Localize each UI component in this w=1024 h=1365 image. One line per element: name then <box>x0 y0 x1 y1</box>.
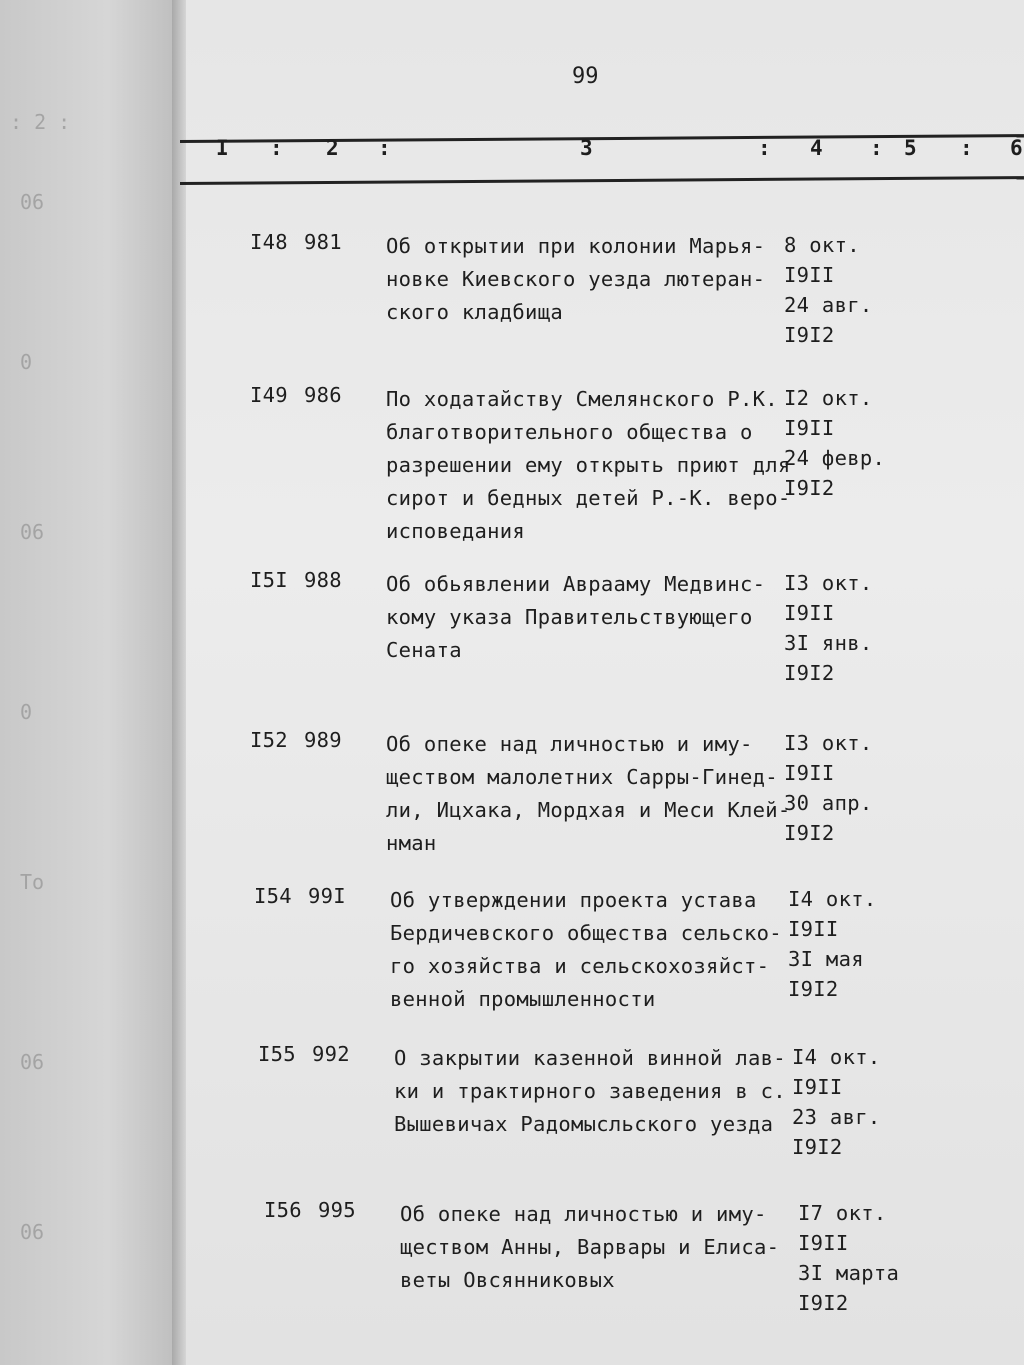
end-year: I9I2 <box>784 476 835 500</box>
title-line: разрешении ему открыть приют для <box>386 453 791 477</box>
title-line: Об утверждении проекта устава <box>390 888 757 912</box>
entry-title <box>394 1042 784 1141</box>
title-line: новке Киевского уезда лютеран- <box>386 267 766 291</box>
start-date: 8 окт. <box>784 233 860 257</box>
entry-title <box>400 1198 790 1297</box>
title-line: Об открытии при колонии Марья- <box>386 234 766 258</box>
entry-number: I48 <box>250 230 288 254</box>
end-date: 24 февр. <box>784 446 886 470</box>
entry-title <box>390 884 780 1016</box>
entry-folio: 986 <box>304 383 342 407</box>
column-header-5: 5 <box>904 136 917 160</box>
title-line: го хозяйства и сельскохозяйст- <box>390 954 770 978</box>
column-header-row <box>180 132 1024 168</box>
title-line: нман <box>386 831 437 855</box>
title-line: ки и трактирного заведения в с. <box>394 1079 786 1103</box>
entry-number: I54 <box>254 884 292 908</box>
entry-number: I55 <box>258 1042 296 1066</box>
end-year: I9I2 <box>788 977 839 1001</box>
title-line: ществом Анны, Варвары и Елиса- <box>400 1235 780 1259</box>
end-year: I9I2 <box>792 1135 843 1159</box>
column-separator: : <box>758 136 771 160</box>
title-line: Об обьявлении Аврааму Медвинс- <box>386 572 766 596</box>
start-date: I7 окт. <box>798 1201 887 1225</box>
end-date: 3I янв. <box>784 631 873 655</box>
entry-number: I56 <box>264 1198 302 1222</box>
page-number: 99 <box>572 64 599 89</box>
end-year: I9I2 <box>784 323 835 347</box>
end-date: 3I мая <box>788 947 864 971</box>
column-header-4: 4 <box>810 136 823 160</box>
column-separator: : <box>960 136 973 160</box>
entry-folio: 988 <box>304 568 342 592</box>
facing-page: : 2 : 06 0 06 0 To 06 06 <box>0 0 180 1365</box>
title-line: исповедания <box>386 519 526 543</box>
entry-number: I49 <box>250 383 288 407</box>
entry-folio: 981 <box>304 230 342 254</box>
entry-folio: 995 <box>318 1198 356 1222</box>
start-date: I2 окт. <box>784 386 873 410</box>
start-year: I9II <box>784 601 835 625</box>
title-line: благотворительного общества о <box>386 420 753 444</box>
end-year: I9I2 <box>784 661 835 685</box>
entry-dates <box>784 383 924 503</box>
start-date: I3 окт. <box>784 731 873 755</box>
column-header-1: I <box>216 136 229 160</box>
title-line: По ходатайству Смелянского Р.К. <box>386 387 778 411</box>
title-line: веты Овсянниковых <box>400 1268 615 1292</box>
end-date: 3I марта <box>798 1261 900 1285</box>
entry-folio: 989 <box>304 728 342 752</box>
column-header-6: 6 <box>1010 136 1023 160</box>
column-separator: : <box>270 136 283 160</box>
column-separator: : <box>378 136 391 160</box>
entry-title <box>386 568 776 667</box>
title-line: Бердичевского общества сельско- <box>390 921 782 945</box>
title-line: ществом малолетних Сарры-Гинед- <box>386 765 778 789</box>
title-line: сирот и бедных детей Р.-К. веро- <box>386 486 791 510</box>
entry-dates <box>798 1198 938 1318</box>
title-line: О закрытии казенной винной лав- <box>394 1046 786 1070</box>
entry-dates <box>784 728 924 848</box>
entry-title <box>386 383 791 548</box>
title-line: Об опеке над личностью и иму- <box>400 1202 767 1226</box>
column-separator: : <box>870 136 883 160</box>
start-date: I4 окт. <box>792 1045 881 1069</box>
title-line: ского кладбища <box>386 300 563 324</box>
end-year: I9I2 <box>784 821 835 845</box>
end-year: I9I2 <box>798 1291 849 1315</box>
start-year: I9II <box>788 917 839 941</box>
entry-dates <box>792 1042 932 1162</box>
entry-number: I5I <box>250 568 288 592</box>
entry-folio: 992 <box>312 1042 350 1066</box>
entry-number: I52 <box>250 728 288 752</box>
start-year: I9II <box>798 1231 849 1255</box>
column-header-2: 2 <box>326 136 339 160</box>
title-line: Об опеке над личностью и иму- <box>386 732 753 756</box>
entry-title <box>386 728 791 860</box>
end-date: 30 апр. <box>784 791 873 815</box>
start-year: I9II <box>792 1075 843 1099</box>
entry-dates <box>784 230 924 350</box>
end-date: 24 авг. <box>784 293 873 317</box>
title-line: кому указа Правительствующего <box>386 605 753 629</box>
column-header-3: 3 <box>580 136 593 160</box>
entry-dates <box>784 568 924 688</box>
end-date: 23 авг. <box>792 1105 881 1129</box>
title-line: Вышевичах Радомысльского уезда <box>394 1112 774 1136</box>
title-line: ли, Ицхака, Мордхая и Меси Клей- <box>386 798 791 822</box>
start-date: I3 окт. <box>784 571 873 595</box>
start-date: I4 окт. <box>788 887 877 911</box>
title-line: венной промышленности <box>390 987 656 1011</box>
start-year: I9II <box>784 761 835 785</box>
title-line: Сената <box>386 638 462 662</box>
entry-dates <box>788 884 928 1004</box>
entry-folio: 99I <box>308 884 346 908</box>
start-year: I9II <box>784 263 835 287</box>
start-year: I9II <box>784 416 835 440</box>
entry-title <box>386 230 776 329</box>
